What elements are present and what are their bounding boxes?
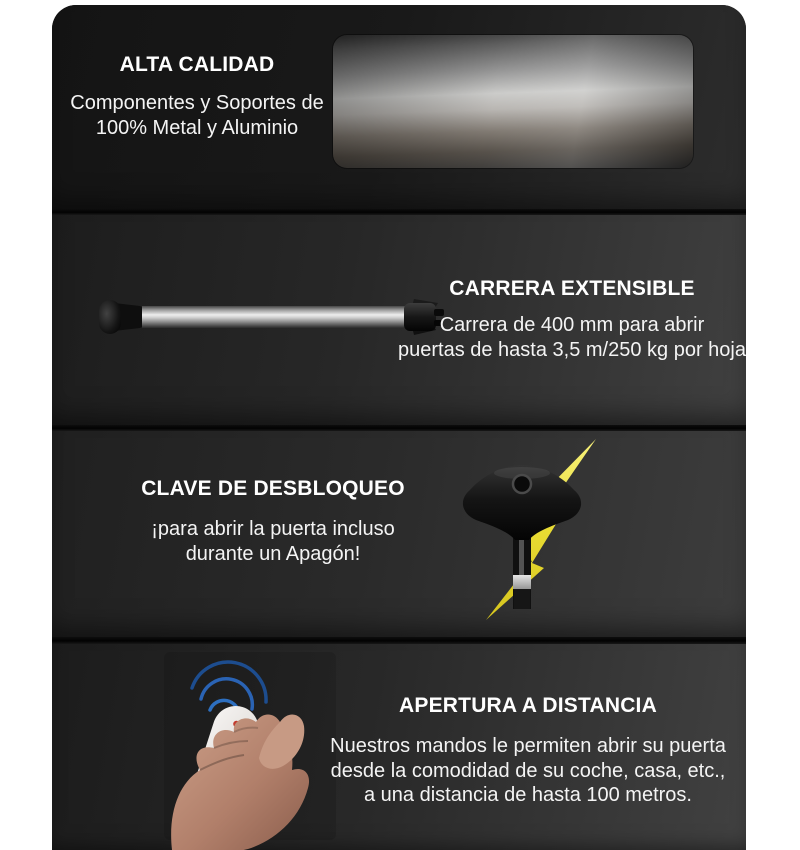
body-line: Nuestros mandos le permiten abrir su puerta bbox=[330, 735, 726, 757]
section-text-block bbox=[304, 694, 746, 808]
section-body bbox=[110, 517, 436, 566]
rod-left-cap bbox=[99, 300, 146, 334]
section-clave-desbloqueo bbox=[52, 431, 746, 637]
feature-card bbox=[52, 5, 746, 850]
body-line: desde la comodidad de su coche, casa, etc., bbox=[330, 759, 726, 782]
body-line: Componentes y Soportes de bbox=[70, 92, 324, 114]
section-title: CLAVE DE DESBLOQUEO bbox=[141, 477, 405, 500]
section-text-block bbox=[52, 53, 342, 140]
section-title: CARRERA EXTENSIBLE bbox=[449, 277, 695, 300]
release-key-with-lightning-photo bbox=[456, 437, 608, 629]
body-line: 100% Metal y Aluminio bbox=[95, 116, 299, 139]
section-body bbox=[352, 313, 746, 362]
section-body bbox=[52, 91, 342, 140]
section-divider bbox=[52, 637, 746, 644]
section-alta-calidad bbox=[52, 5, 746, 209]
body-line: Carrera de 400 mm para abrir bbox=[439, 314, 705, 336]
brushed-metal-cylinder-photo bbox=[333, 35, 693, 168]
section-title: APERTURA A DISTANCIA bbox=[399, 694, 657, 717]
body-line: puertas de hasta 3,5 m/250 kg por hoja bbox=[397, 338, 746, 361]
section-carrera-extensible bbox=[52, 215, 746, 425]
body-line: ¡para abrir la puerta incluso bbox=[151, 518, 395, 540]
body-line: durante un Apagón! bbox=[185, 542, 361, 565]
release-key-icon bbox=[463, 465, 581, 609]
section-title: ALTA CALIDAD bbox=[119, 53, 275, 76]
section-apertura-distancia bbox=[52, 644, 746, 850]
section-text-block bbox=[352, 277, 746, 362]
section-text-block bbox=[110, 477, 436, 566]
section-body bbox=[304, 734, 746, 808]
body-line: a una distancia de hasta 100 metros. bbox=[364, 784, 692, 806]
